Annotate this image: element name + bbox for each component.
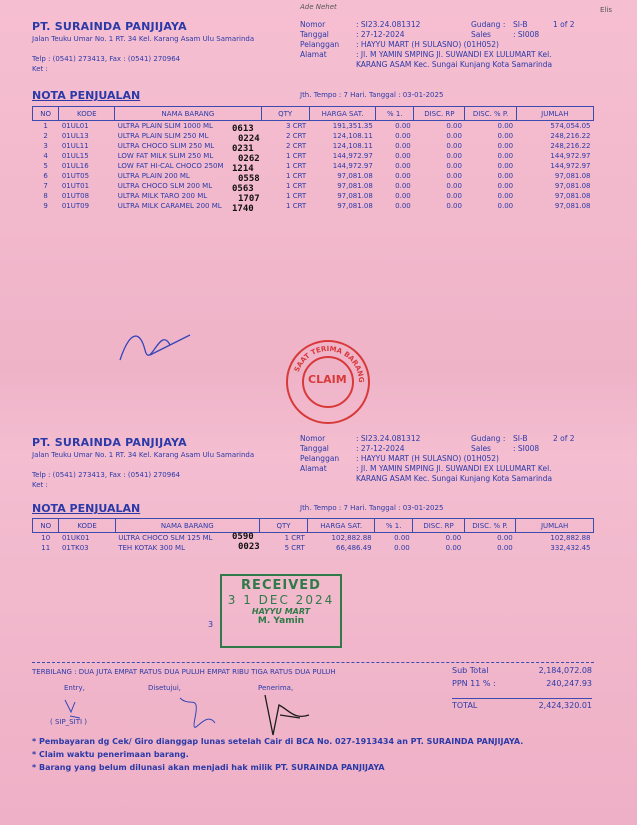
table-cell: 9 <box>43 202 48 210</box>
handwritten-code: 0231 <box>232 144 254 154</box>
table-cell: 5 CRT <box>284 544 305 552</box>
note-2: * Claim waktu penerimaan barang. <box>32 750 189 759</box>
claim-text: CLAIM <box>308 373 347 386</box>
page-mark: 3 <box>208 620 214 629</box>
table-cell: 0.00 <box>446 132 462 140</box>
claim-stamp <box>286 340 370 424</box>
table-cell: ULTRA MILK TARO 200 ML <box>117 192 208 200</box>
jatuh-tempo: Jth. Tempo : 7 Hari. Tanggal : 03-01-2025 <box>300 91 444 99</box>
table-cell: 0.00 <box>446 202 462 210</box>
table-cell: 1 CRT <box>286 192 307 200</box>
table-cell: 102,882.88 <box>550 534 591 542</box>
table-cell: 1 CRT <box>286 172 307 180</box>
table-cell: 0.00 <box>394 544 410 552</box>
table-cell: 1 CRT <box>286 202 307 210</box>
table-cell: LOW FAT MILK SLIM 250 ML <box>117 152 214 160</box>
handwritten-code: 1707 <box>238 194 260 204</box>
company-name-p2: PT. SURAINDA PANJIJAYA <box>32 436 187 449</box>
table-cell: 0.00 <box>497 202 514 210</box>
table-cell: 01UL15 <box>61 152 89 160</box>
handwritten-code: 0262 <box>238 154 260 164</box>
bottom-signatures <box>40 690 340 740</box>
ket-label: Ket : <box>32 65 48 73</box>
table-cell: 8 <box>43 192 48 200</box>
table-cell: 144,972.97 <box>332 162 373 170</box>
table-cell: 0.00 <box>445 544 462 552</box>
table-cell: 0.00 <box>395 132 411 140</box>
table-cell: 0.00 <box>446 182 462 190</box>
table-cell: 66,486.49 <box>336 544 372 552</box>
col-header: % 1. <box>376 107 414 121</box>
received-stamp: RECEIVED 3 1 DEC 2024 HAYYU MART M. Yamin <box>220 574 342 648</box>
note-3: * Barang yang belum dilunasi akan menjadi hak milik PT. SURAINDA PANJIJAYA <box>32 763 385 772</box>
table-cell: 0.00 <box>395 182 411 190</box>
company-address: Jalan Teuku Umar No. 1 RT. 34 Kel. Karang Asam Ulu Samarinda <box>32 35 255 43</box>
col-header: NO <box>33 107 59 121</box>
table-cell: 1 CRT <box>286 182 307 190</box>
table-cell: ULTRA CHOCO SLM 200 ML <box>117 182 213 190</box>
divider <box>32 662 594 663</box>
table-row <box>33 181 594 191</box>
table-cell: 97,081.08 <box>554 172 591 180</box>
table-cell: 1 CRT <box>286 162 307 170</box>
label-disetujui: Disetujui, <box>148 684 182 692</box>
table-cell: 102,882.88 <box>331 534 372 542</box>
table-cell: 1 CRT <box>284 534 305 542</box>
table-cell: 11 <box>41 544 51 552</box>
table-cell: ULTRA PLAIN SLIM 250 ML <box>117 132 209 140</box>
col-header: NAMA BARANG <box>115 519 259 533</box>
table-row <box>33 191 594 201</box>
table-cell: TEH KOTAK 300 ML <box>118 544 185 552</box>
sip-siti: ( SIP_SITI ) <box>50 718 87 726</box>
table-cell: 01UT05 <box>61 172 90 180</box>
invoice-header-info: Nomor : SI23.24.081312 Gudang : SI-B 1 of 2 Tanggal : 27-12-2024 Sales : SI008 Pelanggan : HAYYU MART (H SULASNO) (01H052) Alamat : Jl. M YAMIN SMPING Jl. SUWANDI EX LULUMART Kel. KARANG ASAM Kec. Sungai Kunjang Kota Samarinda <box>300 20 575 69</box>
table-cell: 0.00 <box>395 202 411 210</box>
table-cell: 0.00 <box>446 162 462 170</box>
table-cell: 0.00 <box>395 192 411 200</box>
col-header: NAMA BARANG <box>115 107 261 121</box>
company-phone: Telp : (0541) 273413, Fax : (0541) 270964 <box>32 55 181 63</box>
table-row <box>33 533 594 544</box>
table-cell: 3 CRT <box>286 122 307 130</box>
label-penerima: Penerima, <box>258 684 294 692</box>
table-cell: 97,081.08 <box>337 192 373 200</box>
table-row <box>33 201 594 211</box>
signature-scribble <box>110 320 200 370</box>
table-cell: 01TK03 <box>61 544 89 552</box>
handwritten-code: 1740 <box>232 204 254 214</box>
items-table-page2 <box>32 518 594 553</box>
terbilang: TERBILANG : DUA JUTA EMPAT RATUS DUA PULUH EMPAT RIBU TIGA RATUS DUA PULUH <box>32 668 336 676</box>
table-cell: 6 <box>43 172 48 180</box>
handwritten-code: 0563 <box>232 184 254 194</box>
col-header: NO <box>33 519 59 533</box>
table-cell: ULTRA MILK CARAMEL 200 ML <box>117 202 222 210</box>
handwritten-code: 0224 <box>238 134 260 144</box>
table-cell: 01UL01 <box>61 122 89 130</box>
table-cell: 0.00 <box>497 534 513 542</box>
nota-title-p2: NOTA PENJUALAN <box>32 502 141 515</box>
table-cell: 01UL16 <box>61 162 89 170</box>
table-row <box>33 121 594 132</box>
table-cell: 0.00 <box>446 152 462 160</box>
company-address-p2: Jalan Teuku Umar No. 1 RT. 34 Kel. Karang Asam Ulu Samarinda <box>32 451 255 459</box>
table-cell: 124,108.11 <box>332 142 373 150</box>
table-cell: 332,432.45 <box>550 544 591 552</box>
table-cell: 0.00 <box>497 122 514 130</box>
col-header: JUMLAH <box>516 107 593 121</box>
col-header: KODE <box>59 107 115 121</box>
table-cell: ULTRA PLAIN 200 ML <box>117 172 190 180</box>
table-cell: 10 <box>41 534 51 542</box>
handwritten-code: 0558 <box>238 174 260 184</box>
table-cell: 01UT09 <box>61 202 90 210</box>
company-phone-p2: Telp : (0541) 273413, Fax : (0541) 270964 <box>32 471 181 479</box>
table-cell: 97,081.08 <box>554 192 591 200</box>
table-row <box>33 151 594 161</box>
table-cell: 0.00 <box>395 142 411 150</box>
table-cell: 0.00 <box>395 152 411 160</box>
table-cell: 144,972.97 <box>550 162 591 170</box>
table-cell: 0.00 <box>497 132 514 140</box>
table-cell: 574,054.05 <box>550 122 591 130</box>
handwritten-top-note: Ade Nehet <box>300 3 337 11</box>
items-table-page1 <box>32 106 594 211</box>
table-row <box>33 141 594 151</box>
table-cell: 0.00 <box>395 122 411 130</box>
table-cell: 2 CRT <box>286 142 307 150</box>
col-header: QTY <box>261 107 309 121</box>
table-cell: 124,108.11 <box>332 132 373 140</box>
table-cell: 2 <box>43 132 48 140</box>
col-header: % 1. <box>375 519 413 533</box>
table-cell: 01UT01 <box>61 182 90 190</box>
table-cell: 7 <box>43 182 48 190</box>
table-cell: 0.00 <box>446 192 462 200</box>
table-cell: 97,081.08 <box>337 172 373 180</box>
col-header: QTY <box>259 519 307 533</box>
table-cell: 1 <box>43 122 48 130</box>
table-cell: 0.00 <box>446 142 462 150</box>
table-cell: 97,081.08 <box>554 202 591 210</box>
table-cell: 01UK01 <box>61 534 90 542</box>
table-cell: ULTRA PLAIN SLIM 1000 ML <box>117 122 213 130</box>
table-row <box>33 131 594 141</box>
table-row <box>33 543 594 553</box>
table-cell: 0.00 <box>497 162 514 170</box>
table-row <box>33 171 594 181</box>
table-cell: 248,216.22 <box>550 142 591 150</box>
table-cell: 3 <box>43 142 48 150</box>
table-cell: 0.00 <box>395 162 411 170</box>
table-cell: 01UL11 <box>61 142 89 150</box>
table-cell: 01UL13 <box>61 132 89 140</box>
corner-note: Elis <box>600 6 612 14</box>
table-cell: LOW FAT HI-CAL CHOCO 250M <box>117 162 224 170</box>
table-cell: ULTRA CHOCO SLM 125 ML <box>118 534 213 542</box>
invoice-header-info-p2: Nomor : SI23.24.081312 Gudang : SI-B 2 of 2 Tanggal : 27-12-2024 Sales : SI008 Pelanggan : HAYYU MART (H SULASNO) (01H052) Alamat : Jl. M YAMIN SMPING Jl. SUWANDI EX LULUMART Kel. KARANG ASAM Kec. Sungai Kunjang Kota Samarinda <box>300 434 575 483</box>
table-cell: 144,972.97 <box>550 152 591 160</box>
table-cell: 97,081.08 <box>337 182 373 190</box>
table-cell: 97,081.08 <box>337 202 373 210</box>
table-cell: 0.00 <box>446 172 462 180</box>
totals-block: Sub Total 2,184,072.08 PPN 11 % : 240,247.93 TOTAL 2,424,320.01 <box>452 666 592 714</box>
note-1: * Pembayaran dg Cek/ Giro dianggap lunas setelah Cair di BCA No. 027-1913434 an PT. SURAINDA PANJIJAYA. <box>32 737 524 746</box>
table-cell: 4 <box>43 152 48 160</box>
table-cell: 0.00 <box>446 122 462 130</box>
table-cell: 1 CRT <box>286 152 307 160</box>
jatuh-tempo-p2: Jth. Tempo : 7 Hari. Tanggal : 03-01-2025 <box>300 504 444 512</box>
col-header: DISC. RP <box>414 107 465 121</box>
table-cell: 2 CRT <box>286 132 307 140</box>
table-cell: 248,216.22 <box>550 132 591 140</box>
table-cell: 0.00 <box>445 534 462 542</box>
col-header: KODE <box>59 519 115 533</box>
label-entry: Entry, <box>64 684 85 692</box>
ket-label-p2: Ket : <box>32 481 48 489</box>
table-cell: 144,972.97 <box>332 152 373 160</box>
company-name: PT. SURAINDA PANJIJAYA <box>32 20 187 33</box>
table-cell: 0.00 <box>497 192 514 200</box>
table-cell: 191,351.35 <box>332 122 373 130</box>
table-cell: ULTRA CHOCO SLIM 250 ML <box>117 142 215 150</box>
table-cell: 97,081.08 <box>554 182 591 190</box>
col-header: DISC. % P. <box>464 519 515 533</box>
table-cell: 0.00 <box>497 142 514 150</box>
nota-title: NOTA PENJUALAN <box>32 89 141 102</box>
svg-text:SAAT TERIMA BARANG: SAAT TERIMA BARANG <box>292 344 366 383</box>
col-header: DISC. % P. <box>465 107 516 121</box>
table-cell: 0.00 <box>497 182 514 190</box>
table-cell: 0.00 <box>497 544 513 552</box>
handwritten-code: 0613 <box>232 124 254 134</box>
table-cell: 0.00 <box>497 152 514 160</box>
table-row <box>33 161 594 171</box>
handwritten-code: 1214 <box>232 164 254 174</box>
col-header: HARGA SAT. <box>308 519 375 533</box>
col-header: HARGA SAT. <box>309 107 376 121</box>
handwritten-code: 0023 <box>238 542 260 552</box>
handwritten-code: 0590 <box>232 532 254 542</box>
table-cell: 0.00 <box>394 534 410 542</box>
table-cell: 0.00 <box>497 172 514 180</box>
table-cell: 5 <box>43 162 48 170</box>
col-header: DISC. RP <box>413 519 464 533</box>
table-cell: 0.00 <box>395 172 411 180</box>
table-cell: 01UT08 <box>61 192 90 200</box>
col-header: JUMLAH <box>516 519 594 533</box>
